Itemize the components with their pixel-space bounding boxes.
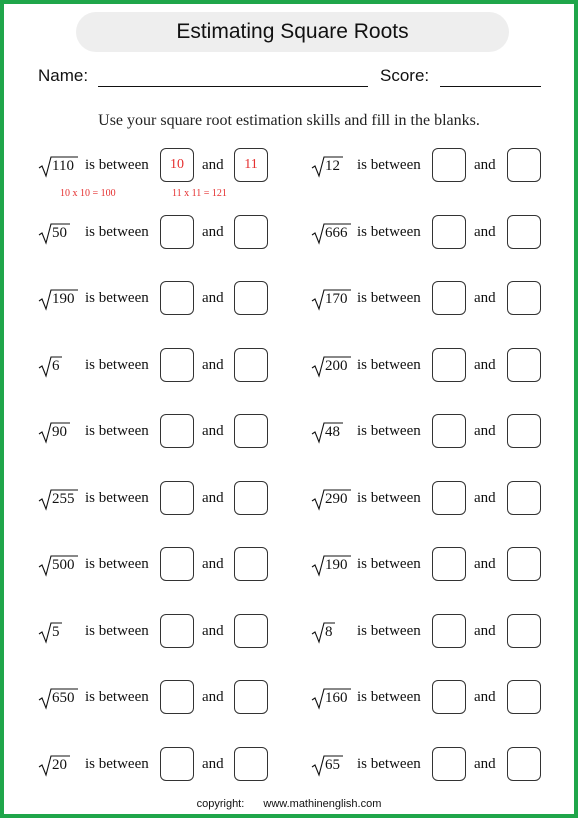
footer — [0, 798, 578, 810]
is-between-label: is between — [357, 356, 421, 373]
is-between-label: is between — [85, 689, 149, 705]
is-between-label: is between — [85, 556, 149, 572]
and-label: and — [474, 356, 496, 373]
problem-row — [0, 348, 578, 384]
problem-row — [0, 215, 578, 251]
lower-bound-box[interactable] — [432, 547, 466, 581]
and-label: and — [474, 489, 496, 506]
site-url: www.mathinenglish.com — [263, 798, 382, 810]
radicand: 200 — [325, 357, 348, 374]
upper-bound-box[interactable] — [507, 747, 541, 781]
is-between-label: is between — [357, 689, 421, 705]
problem-row — [0, 281, 578, 317]
radicand: 20 — [52, 756, 67, 773]
radicand: 650 — [52, 690, 75, 706]
and-label: and — [474, 290, 496, 306]
is-between-label: is between — [357, 755, 421, 772]
is-between-label: is between — [357, 223, 421, 240]
radicand: 48 — [325, 424, 340, 440]
upper-bound-box[interactable] — [507, 614, 541, 648]
is-between-label: is between — [85, 755, 149, 772]
radicand: 6 — [52, 357, 60, 374]
problem-row — [0, 547, 578, 583]
upper-bound-box[interactable] — [507, 414, 541, 448]
radicand: 8 — [325, 623, 333, 640]
lower-bound-box[interactable] — [432, 481, 466, 515]
lower-bound-box[interactable] — [432, 680, 466, 714]
radicand: 190 — [325, 557, 348, 573]
name-label: Name: — [38, 66, 89, 85]
lower-bound-box[interactable]: 10 — [160, 148, 194, 182]
radicand: 290 — [325, 490, 348, 507]
is-between-label: is between — [357, 423, 421, 439]
is-between-label: is between — [357, 489, 421, 506]
radicand: 12 — [325, 158, 340, 174]
is-between-label: is between — [357, 157, 421, 173]
is-between-label: is between — [85, 622, 149, 639]
radicand: 5 — [52, 623, 60, 640]
is-between-label: is between — [357, 556, 421, 572]
radicand: 500 — [52, 557, 75, 573]
upper-bound-box[interactable]: 11 — [234, 148, 268, 182]
copyright-label: copyright: — [196, 798, 245, 810]
example-note-upper: 11 x 11 = 121 — [172, 188, 227, 199]
radicand: 110 — [52, 158, 74, 174]
and-label: and — [202, 556, 224, 572]
radicand: 65 — [325, 756, 340, 773]
problem-row — [0, 414, 578, 450]
radicand: 170 — [325, 291, 348, 307]
radicand: 160 — [325, 690, 348, 706]
is-between-label: is between — [85, 489, 149, 506]
score-field-line[interactable] — [440, 86, 541, 87]
is-between-label: is between — [85, 423, 149, 439]
and-label: and — [474, 556, 496, 572]
is-between-label: is between — [85, 223, 149, 240]
lower-bound-box[interactable] — [432, 614, 466, 648]
and-label: and — [474, 622, 496, 639]
score-label: Score: — [380, 66, 430, 85]
and-label: and — [202, 356, 224, 373]
upper-bound-box[interactable] — [507, 547, 541, 581]
lower-bound-box[interactable] — [432, 215, 466, 249]
and-label: and — [202, 223, 224, 240]
problem-row — [0, 680, 578, 716]
and-label: and — [474, 423, 496, 439]
and-label: and — [202, 622, 224, 639]
and-label: and — [202, 689, 224, 705]
upper-bound-box[interactable] — [507, 281, 541, 315]
example-note-lower: 10 x 10 = 100 — [60, 188, 116, 199]
lower-bound-box[interactable] — [432, 148, 466, 182]
radicand: 255 — [52, 490, 75, 507]
problem-row — [0, 481, 578, 517]
and-label: and — [202, 423, 224, 439]
and-label: and — [474, 223, 496, 240]
problem-row — [0, 614, 578, 650]
problem-row — [0, 747, 578, 783]
upper-bound-box[interactable] — [507, 348, 541, 382]
and-label: and — [202, 157, 224, 173]
upper-bound-box[interactable] — [507, 481, 541, 515]
and-label: and — [202, 755, 224, 772]
is-between-label: is between — [357, 622, 421, 639]
and-label: and — [474, 755, 496, 772]
lower-bound-box[interactable] — [432, 281, 466, 315]
page-title: Estimating Square Roots — [76, 12, 509, 52]
and-label: and — [202, 489, 224, 506]
name-field-line[interactable] — [98, 86, 368, 87]
lower-bound-box[interactable] — [432, 414, 466, 448]
radicand: 666 — [325, 224, 348, 241]
is-between-label: is between — [85, 157, 149, 173]
is-between-label: is between — [357, 290, 421, 306]
radicand: 190 — [52, 291, 75, 307]
lower-bound-box[interactable] — [432, 348, 466, 382]
radicand: 50 — [52, 224, 67, 241]
problem-row — [0, 148, 578, 184]
and-label: and — [202, 290, 224, 306]
instructions-text: Use your square root estimation skills and fill in the blanks. — [98, 112, 480, 129]
and-label: and — [474, 157, 496, 173]
upper-bound-box[interactable] — [507, 215, 541, 249]
and-label: and — [474, 689, 496, 705]
upper-bound-box[interactable] — [507, 680, 541, 714]
upper-bound-box[interactable] — [507, 148, 541, 182]
is-between-label: is between — [85, 356, 149, 373]
lower-bound-box[interactable] — [432, 747, 466, 781]
is-between-label: is between — [85, 290, 149, 306]
radicand: 90 — [52, 424, 67, 440]
